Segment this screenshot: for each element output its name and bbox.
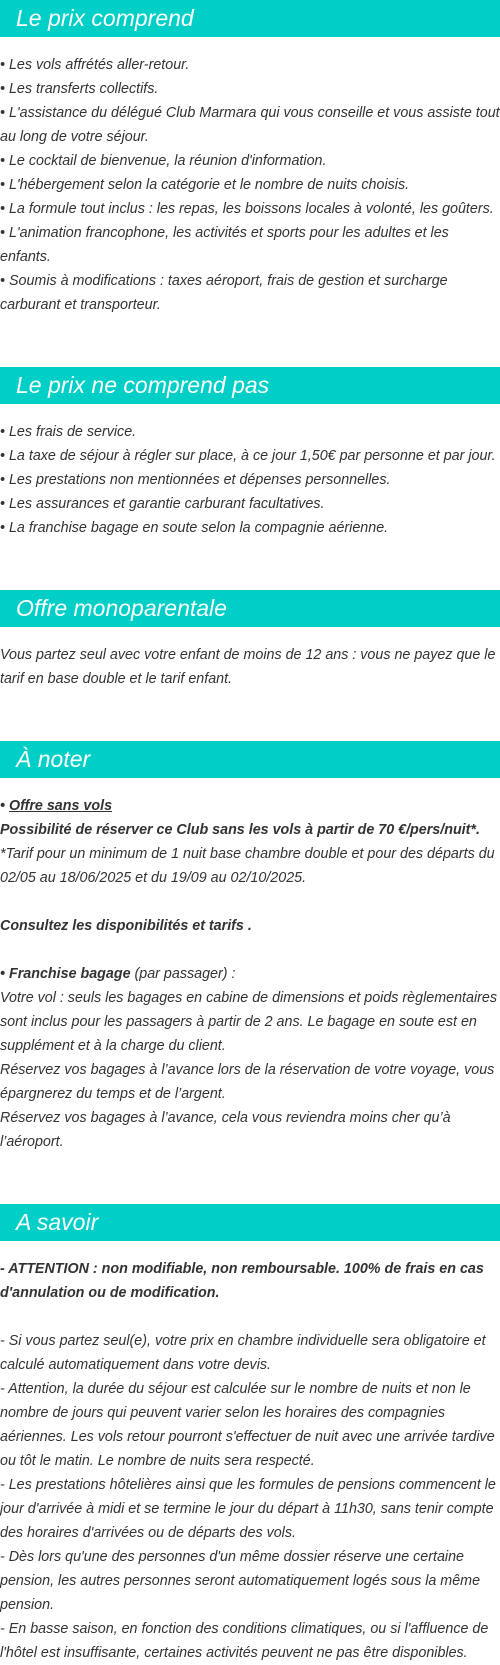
attention-text: - ATTENTION : non modifiable, non remboursable. 100% de frais en cas d'annulation ou de modification. — [0, 1261, 484, 1301]
list-item: • La franchise bagage en soute selon la compagnie aérienne. — [0, 520, 389, 536]
section-title: Le prix comprend — [0, 0, 500, 37]
list-item: • L'hébergement selon la catégorie et le nombre de nuits choisis. — [0, 177, 410, 193]
section-body — [0, 404, 500, 540]
offre-sans-vols-price: Possibilité de réserver ce Club sans les vols à partir de 70 €/pers/nuit*. — [0, 822, 480, 838]
list-item: • La taxe de séjour à régler sur place, à ce jour 1,50€ par personne et par jour. — [0, 448, 496, 464]
section-title: À noter — [0, 741, 500, 778]
bullet: • — [0, 798, 9, 814]
list-item: • Les vols affrétés aller-retour. — [0, 57, 190, 73]
section-title: Offre monoparentale — [0, 590, 500, 627]
list-item: • Les frais de service. — [0, 424, 137, 440]
section-body — [0, 1241, 500, 1665]
franchise-line: Réservez vos bagages à l’avance lors de la réservation de votre voyage, vous épargnerez du temps et de l’argent. — [0, 1062, 495, 1102]
list-item: - Attention, la durée du séjour est calculée sur le nombre de nuits et non le nombre de jours qui peuvent varier selon les horaires des compagnies aériennes. Les vols retour pourront s'effectuer de nuit avec une arrivée tardive ou tôt le matin. Le nombre de nuits sera respecté. — [0, 1381, 495, 1469]
franchise-title: • Franchise bagage — [0, 966, 131, 982]
list-item: • L'assistance du délégué Club Marmara qui vous conseille et vous assiste tout au long de votre séjour. — [0, 105, 500, 145]
section-prix-comprend — [0, 0, 500, 317]
paragraph: Vous partez seul avec votre enfant de moins de 12 ans : vous ne payez que le tarif en base double et le tarif enfant. — [0, 647, 496, 687]
section-body — [0, 37, 500, 317]
list-item: • La formule tout inclus : les repas, les boissons locales à volonté, les goûters. — [0, 201, 494, 217]
spacer — [0, 938, 500, 962]
offre-sans-vols-link[interactable]: Offre sans vols — [8, 798, 113, 814]
list-item: - En basse saison, en fonction des conditions climatiques, ou si l'affluence de l'hôtel est insuffisante, certaines activités peuvent ne pas être disponibles. — [0, 1621, 489, 1661]
spacer — [0, 1305, 500, 1329]
list-item: • Les transferts collectifs. — [0, 81, 159, 97]
franchise-line: Votre vol : seuls les bagages en cabine de dimensions et poids règlementaires sont inclus pour les passagers à partir de 2 ans. Le bagage en soute est en supplément et à la charge du client. — [0, 990, 497, 1054]
section-offre-monoparentale — [0, 590, 500, 691]
list-item: • L'animation francophone, les activités et sports pour les adultes et les enfants. — [0, 225, 449, 265]
consultez-link[interactable]: Consultez les disponibilités et tarifs . — [0, 918, 252, 934]
list-item: • Les assurances et garantie carburant facultatives. — [0, 496, 325, 512]
list-item: - Les prestations hôtelières ainsi que les formules de pensions commencent le jour d'arrivée à midi et se termine le jour du départ à 11h30, sans tenir compte des horaires d'arrivées ou de départs des vols. — [0, 1477, 496, 1541]
franchise-suffix: (par passager) : — [130, 966, 236, 982]
section-title: A savoir — [0, 1204, 500, 1241]
section-body — [0, 778, 500, 1154]
list-item: • Soumis à modifications : taxes aéroport, frais de gestion et surcharge carburant et transporteur. — [0, 273, 448, 313]
spacer — [0, 890, 500, 914]
franchise-line: Réservez vos bagages à l’avance, cela vous reviendra moins cher qu’à l’aéroport. — [0, 1110, 451, 1150]
list-item: • Le cocktail de bienvenue, la réunion d'information. — [0, 153, 327, 169]
franchise-heading — [0, 962, 500, 986]
offre-sans-vols-heading — [0, 794, 500, 818]
offre-sans-vols-note: *Tarif pour un minimum de 1 nuit base chambre double et pour des départs du 02/05 au 18/06/2025 et du 19/09 au 02/10/2025. — [0, 846, 495, 886]
section-body — [0, 627, 500, 691]
list-item: • Les prestations non mentionnées et dépenses personnelles. — [0, 472, 391, 488]
section-a-savoir — [0, 1204, 500, 1665]
section-a-noter — [0, 741, 500, 1154]
list-item: - Si vous partez seul(e), votre prix en chambre individuelle sera obligatoire et calculé automatiquement dans votre devis. — [0, 1333, 486, 1373]
section-title: Le prix ne comprend pas — [0, 367, 500, 404]
list-item: - Dès lors qu'une des personnes d'un même dossier réserve une certaine pension, les autres personnes seront automatiquement logés sous la même pension. — [0, 1549, 481, 1613]
section-prix-ne-comprend-pas — [0, 367, 500, 540]
